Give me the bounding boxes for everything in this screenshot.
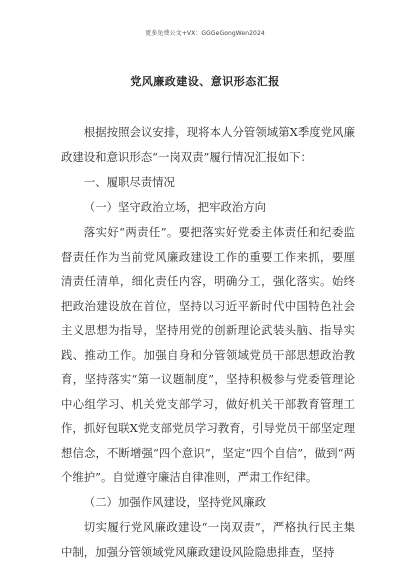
- subsection-heading: （二）加强作风建设，坚持党风廉政: [83, 494, 267, 509]
- subsection-heading: （一）坚守政治立场，把牢政治方向: [83, 200, 267, 214]
- document-title: 党风廉政建设、意识形态汇报: [130, 75, 280, 88]
- body-paragraph: 切实履行党风廉政建设“一岗双责”，严格执行民主集中制，加强分管领域党风廉政建设风险隐患排查，坚持: [61, 519, 355, 559]
- intro-paragraph: 根据按照会议安排，现将本人分管领域第X季度党风廉政建设和意识形态“一岗双责”履行情况汇报如下：: [61, 125, 355, 164]
- section-heading: 一、履职尽责情况: [83, 175, 175, 189]
- body-paragraph: 落实好“两责任”。要把落实好党委主体责任和纪委监督责任作为当前党风廉政建设工作的重要工作来抓，要厘清责任清单，细化责任内容，明确分工，强化落实。始终把政治建设放在首位，坚持以习近平新时代中国特色社会主义思想为指导，坚持用党的创新理论武装头脑、指导实践、推动工作。加强自身和分管领域党员干部思想政治教育，坚持落实“第一议题制度”，坚持积极参与党委管理论中心组学习、机关党支部学习，做好机关干部教育管理工作，抓好包联X党支部党员学习教育，引导党员干部坚定理想信念，不断增强“四个意识”，坚定“四个自信”，做到“两个维护”。自觉遵守廉洁自律准则，严肃工作纪律。: [61, 225, 355, 484]
- document-body: [61, 120, 355, 565]
- header-note: 更多免费公文+VX：GGGeGongWen2024: [145, 30, 265, 37]
